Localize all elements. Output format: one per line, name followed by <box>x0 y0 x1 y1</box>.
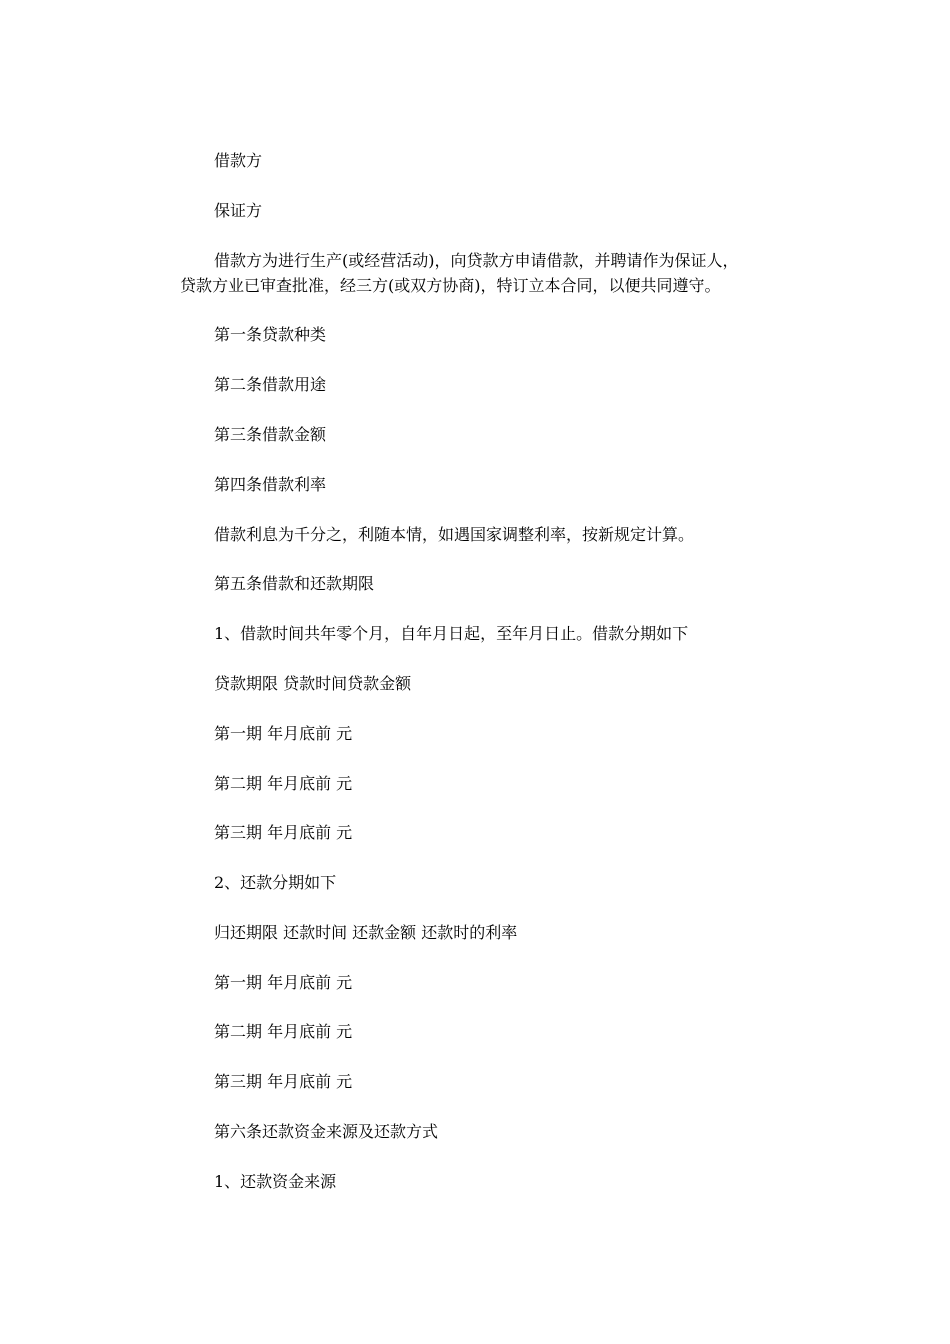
repayment-schedule-row: 第一期 年月底前 元 <box>214 973 353 992</box>
interest-clause: 借款利息为千分之，利随本情，如遇国家调整利率，按新规定计算。 <box>214 525 695 544</box>
article-2-heading: 第二条借款用途 <box>214 375 327 394</box>
party-borrower: 借款方 <box>214 151 263 170</box>
article-4-heading: 第四条借款利率 <box>214 475 327 494</box>
loan-schedule-row: 第二期 年月底前 元 <box>214 774 353 793</box>
article-1-heading: 第一条贷款种类 <box>214 325 327 344</box>
preamble-line-2: 贷款方业已审查批准，经三方(或双方协商)，特订立本合同，以便共同遵守。 <box>180 276 721 295</box>
article-3-heading: 第三条借款金额 <box>214 425 327 444</box>
article-6-heading: 第六条还款资金来源及还款方式 <box>214 1122 439 1141</box>
repayment-schedule-row: 第二期 年月底前 元 <box>214 1022 353 1041</box>
loan-period-clause: 1、借款时间共年零个月，自年月日起，至年月日止。借款分期如下 <box>214 624 689 643</box>
loan-schedule-row: 第三期 年月底前 元 <box>214 823 353 842</box>
repayment-schedule-header: 归还期限 还款时间 还款金额 还款时的利率 <box>214 923 518 942</box>
party-guarantor: 保证方 <box>214 201 263 220</box>
repayment-schedule-row: 第三期 年月底前 元 <box>214 1072 353 1091</box>
article-5-heading: 第五条借款和还款期限 <box>214 574 375 593</box>
preamble-line-1: 借款方为进行生产(或经营活动)，向贷款方申请借款，并聘请作为保证人， <box>214 251 739 270</box>
repayment-installments-heading: 2、还款分期如下 <box>214 873 337 892</box>
repayment-source-heading: 1、还款资金来源 <box>214 1172 337 1191</box>
loan-schedule-row: 第一期 年月底前 元 <box>214 724 353 743</box>
loan-schedule-header: 贷款期限 贷款时间贷款金额 <box>214 674 412 693</box>
